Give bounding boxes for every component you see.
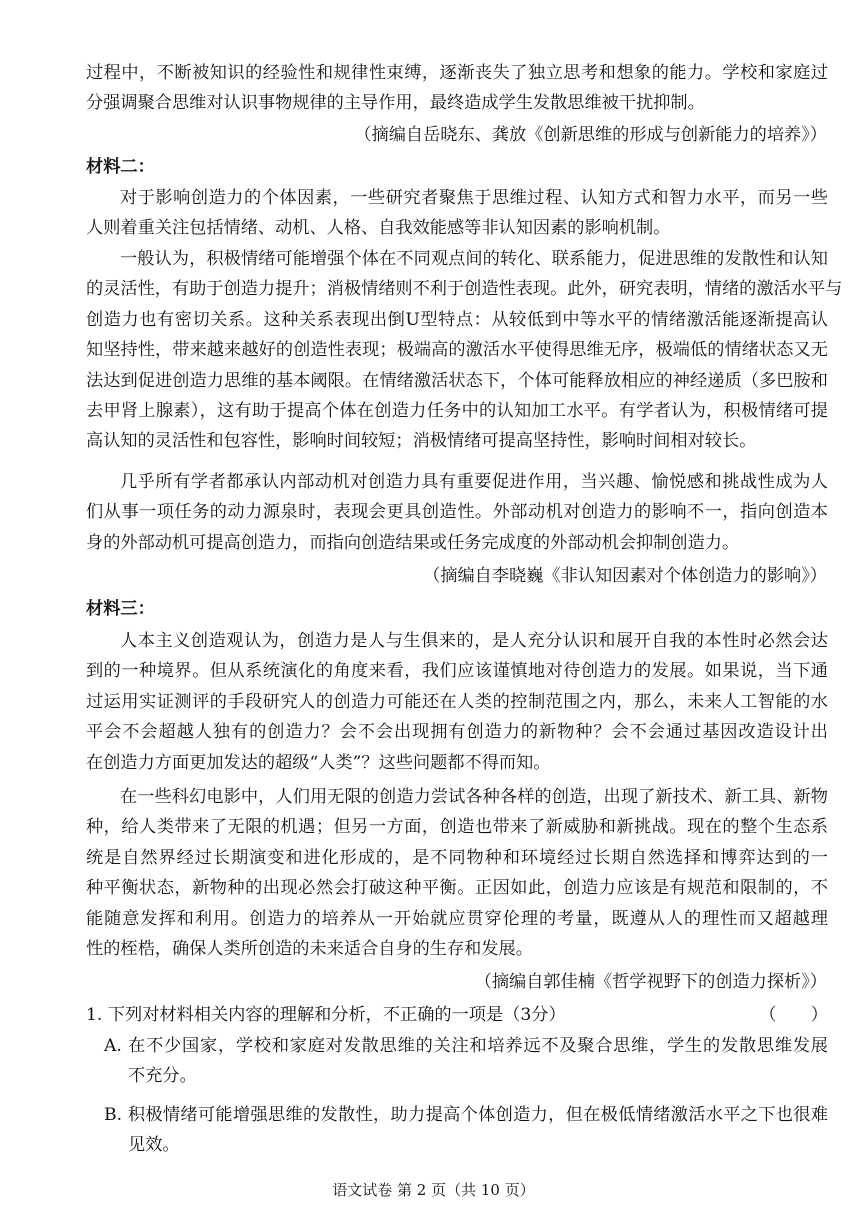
- material-3-paragraph-1: [86, 626, 828, 778]
- text-line: 种平衡状态，新物种的出现必然会打破这种平衡。正因如此，创造力应该是有规范和限制的，不: [86, 878, 828, 899]
- text-line: 身的外部动机可提高创造力，而指向创造结果或任务完成度的外部动机会抑制创造力。: [86, 532, 740, 553]
- text-line: 不充分。: [128, 1066, 197, 1087]
- top-paragraph: [86, 58, 828, 119]
- option-a[interactable]: [104, 1031, 828, 1092]
- answer-parentheses[interactable]: （ ）: [759, 1005, 828, 1025]
- question-1-stem: 1. 下列对材料相关内容的理解和分析，不正确的一项是（3分）: [86, 1005, 566, 1025]
- text-line: 种，给人类带来了无限的机遇；但另一方面，创造也带来了新威胁和新挑战。现在的整个生态系: [86, 817, 828, 838]
- text-line: 一般认为，积极情绪可能增强个体在不同观点间的转化、联系能力，促进思维的发散性和认知: [120, 249, 828, 269]
- text-line: 能随意发挥和利用。创造力的培养从一开始就应贯穿伦理的考量，既遵从人的理性而又超越理: [86, 908, 828, 929]
- text-line: 统是自然界经过长期演变和进化形成的，是不同物种和环境经过长期自然选择和博弈达到的一: [86, 847, 828, 868]
- text-line: 过程中，不断被知识的经验性和规律性束缚，逐渐丧失了独立思考和想象的能力。学校和家庭过: [86, 63, 828, 83]
- text-line: 法达到促进创造力思维的基本阈限。在情绪激活状态下，个体可能释放相应的神经递质（多巴胺和: [86, 370, 828, 391]
- text-line: 人本主义创造观认为，创造力是人与生俱来的，是人充分认识和展开自我的本性时必然会达: [120, 631, 828, 651]
- text-line: 去甲肾上腺素），这有助于提高个体在创造力任务中的认知加工水平。有学者认为，积极情绪可提: [86, 401, 828, 422]
- text-line: 平会不会超越人独有的创造力？会不会出现拥有创造力的新物种？会不会通过基因改造设计出: [86, 722, 828, 743]
- material-2-paragraph-1: [86, 183, 828, 244]
- material-3-heading: 材料三：: [86, 599, 155, 619]
- source-citation-3: （摘编自郭佳楠《哲学视野下的创造力探析》）: [474, 972, 827, 992]
- text-line: 到的一种境界。但从系统演化的角度来看，我们应该谨慎地对待创造力的发展。如果说，当下通: [86, 661, 828, 682]
- text-line: 在创造力方面更加发达的超级“人类”？这些问题都不得而知。: [86, 752, 551, 773]
- text-line: 过运用实证测评的手段研究人的创造力可能还在人类的控制范围之内，那么，未来人工智能的水: [86, 691, 828, 712]
- text-line: 性的桎梏，确保人类所创造的未来适合自身的生存和发展。: [86, 939, 533, 960]
- text-line: B. 积极情绪可能增强思维的发散性，助力提高个体创造力，但在极低情绪激活水平之下也很难: [104, 1105, 828, 1125]
- text-line: 高认知的灵活性和包容性，影响时间较短；消极情绪可提高坚持性，影响时间相对较长。: [86, 431, 757, 452]
- text-line: 对于影响创造力的个体因素，一些研究者聚焦于思维过程、认知方式和智力水平，而另一些: [120, 188, 828, 208]
- source-citation-2: （摘编自李晓巍《非认知因素对个体创造力的影响》）: [423, 566, 827, 586]
- text-line: 见效。: [128, 1135, 180, 1156]
- text-line: 几乎所有学者都承认内部动机对创造力具有重要促进作用，当兴趣、愉悦感和挑战性成为人: [120, 472, 828, 492]
- material-3-paragraph-2: [86, 782, 828, 964]
- question-1: [86, 1000, 828, 1030]
- text-line: 创造力也有密切关系。这种关系表现出倒U型特点：从较低到中等水平的情绪激活能逐渐提高认: [86, 309, 828, 330]
- text-line: 的灵活性，有助于创造力提升；消极情绪则不利于创造性表现。此外，研究表明，情绪的激活水平与: [86, 279, 843, 300]
- text-line: 在一些科幻电影中，人们用无限的创造力尝试各种各样的创造，出现了新技术、新工具、新物: [120, 787, 828, 807]
- material-2-heading: 材料二：: [86, 157, 155, 177]
- source-citation-1: （摘编自岳晓东、龚放《创新思维的形成与创新能力的培养》）: [354, 125, 827, 145]
- text-line: 们从事一项任务的动力源泉时，表现会更具创造性。外部动机对创造力的影响不一，指向创造本: [86, 502, 828, 523]
- material-2-paragraph-2: [86, 244, 843, 457]
- text-line: 分强调聚合思维对认识事物规律的主导作用，最终造成学生发散思维被干扰抑制。: [86, 93, 705, 114]
- text-line: A. 在不少国家，学校和家庭对发散思维的关注和培养远不及聚合思维，学生的发散思维发展: [104, 1036, 828, 1056]
- option-b[interactable]: [104, 1100, 828, 1161]
- material-2-paragraph-3: [86, 467, 828, 558]
- text-line: 人则着重关注包括情绪、动机、人格、自我效能感等非认知因素的影响机制。: [86, 218, 671, 239]
- text-line: 知坚持性，带来越来越好的创造性表现；极端高的激活水平使得思维无序，极端低的情绪状态又无: [86, 340, 828, 361]
- page-footer: 语文试卷 第 2 页（共 10 页）: [332, 1181, 535, 1199]
